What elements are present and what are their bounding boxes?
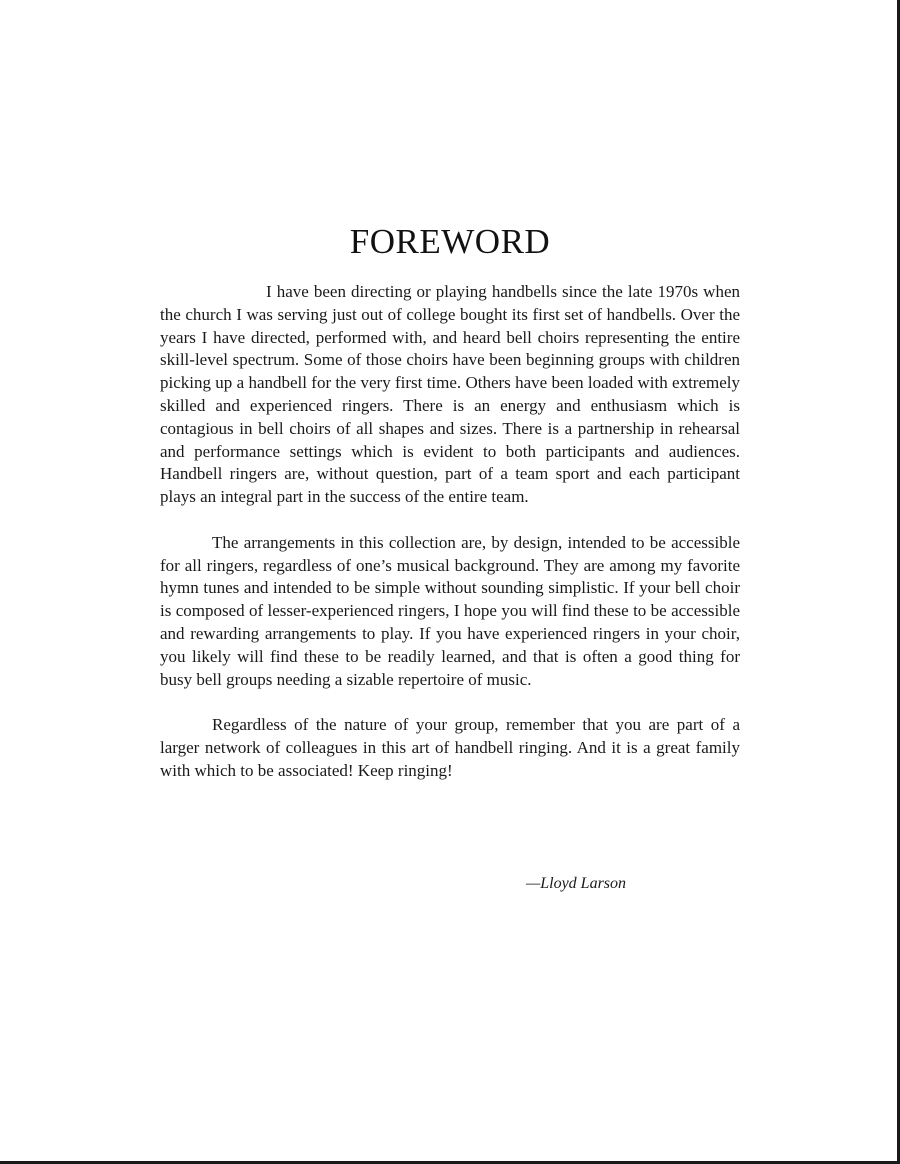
- foreword-body: [160, 281, 740, 805]
- paragraph-2: The arrangements in this collection are, by design, intended to be accessible for all ringers, regardless of one’s musical background. They are among my favorite hymn tunes and intended to be simple without sounding simplistic. If your bell choir is composed of lesser-experienced ringers, I hope you will find these to be accessible and rewarding arrangements to play. If you have experienced ringers in your choir, you likely will find these to be readily learned, and that is often a good thing for busy bell groups needing a sizable repertoire of music.: [160, 532, 740, 689]
- page-title: FOREWORD: [349, 222, 551, 261]
- author-signature: —Lloyd Larson: [526, 875, 627, 892]
- paragraph-3: Regardless of the nature of your group, remember that you are part of a larger network of colleagues in this art of handbell ringing. And it is a great family with which to be associated! Keep ringing!: [160, 715, 740, 780]
- paragraph-1: I have been directing or playing handbells since the late 1970s when the church I was serving just out of college bought its first set of handbells. Over the years I have directed, performed with, and heard bell choirs representing the entire skill-level spectrum. Some of those choirs have been beginning groups with children picking up a handbell for the very first time. Others have been loaded with extremely skilled and experienced ringers. There is an energy and enthusiasm which is contagious in bell choirs of all shapes and sizes. There is a partnership in rehearsal and performance settings which is evident to both participants and audiences. Handbell ringers are, without question, part of a team sport and each participant plays an integral part in the success of the entire team.: [160, 282, 740, 507]
